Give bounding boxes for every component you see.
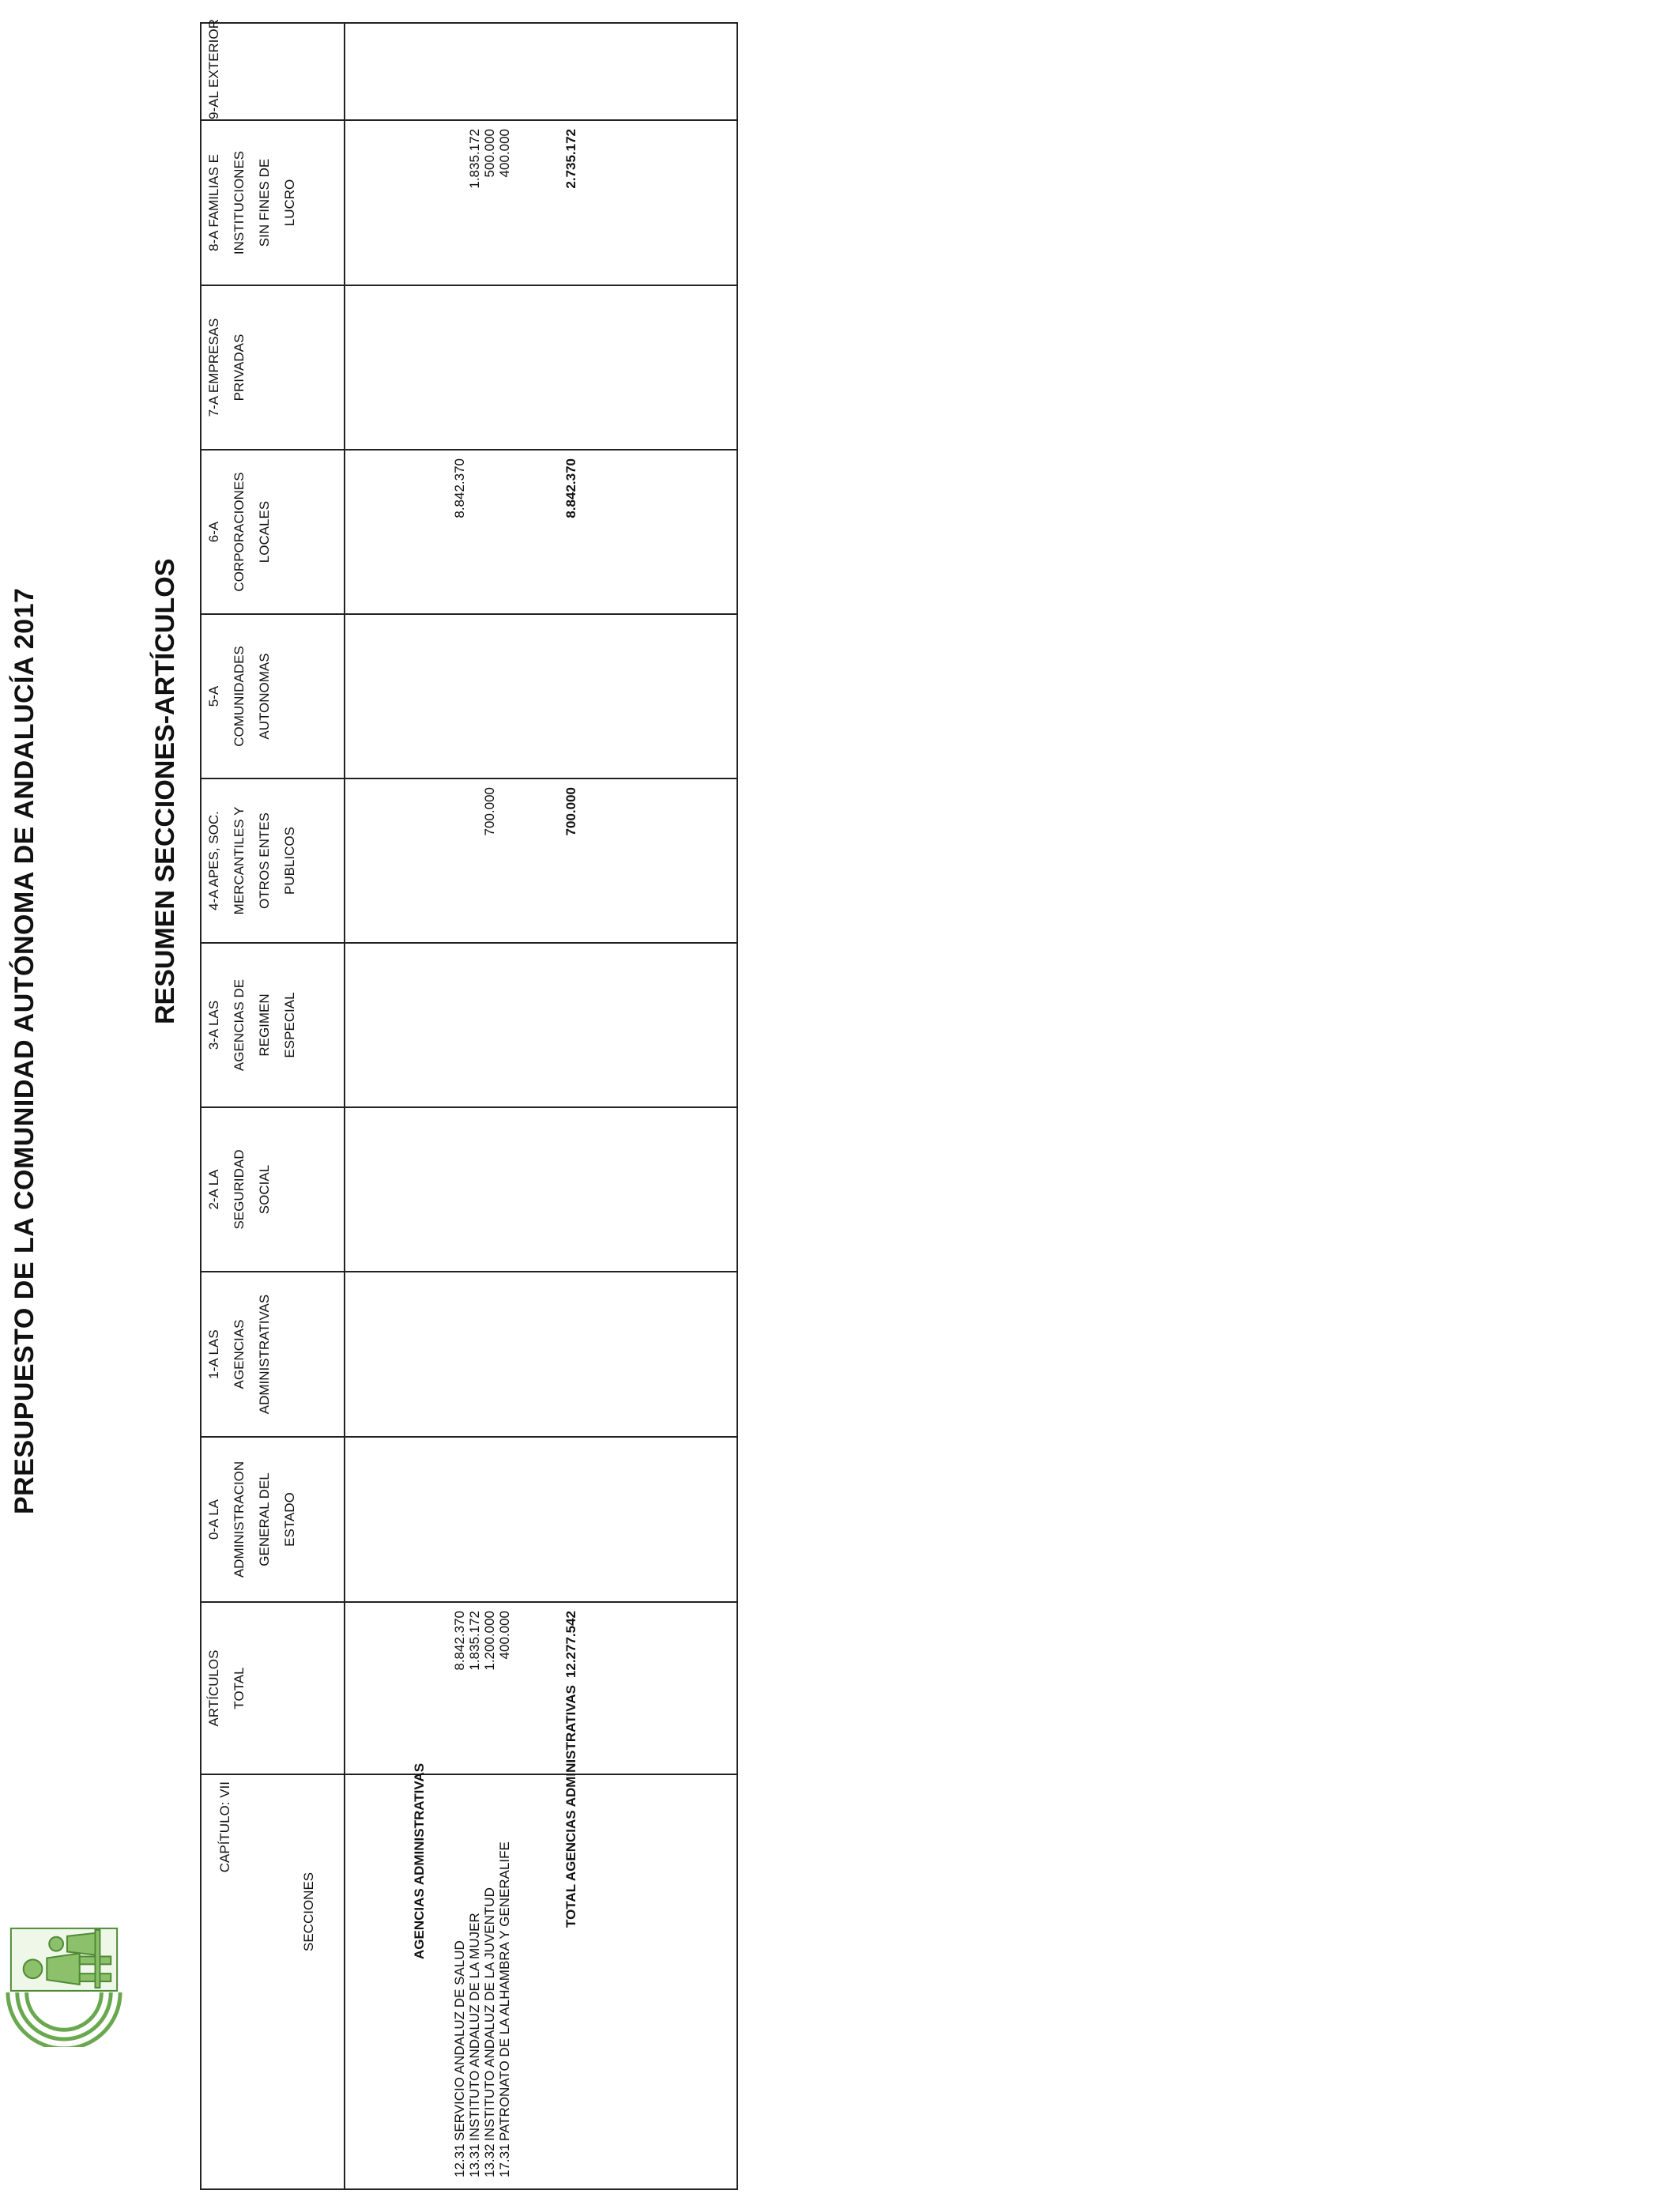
column-header-line: 3-A LAS [206,1000,221,1050]
table-cell [482,458,497,518]
value-cell-col-10 [345,23,737,120]
total-cell: 12.277.542 [563,1611,578,1679]
document-subtitle: RESUMEN SECCIONES-ARTÍCULOS [150,558,180,1024]
total-cell: 700.000 [563,787,578,836]
secciones-cell [345,1685,737,2189]
table-cell [467,458,482,518]
table-cell: 500.000 [482,129,497,178]
column-header-0 [201,1437,345,1602]
table-cell: 1.835.172 [467,129,482,189]
secciones-label: SECCIONES [301,1872,316,1951]
group-heading: AGENCIAS ADMINISTRATIVAS [412,1762,427,1959]
section-row [482,1842,497,2177]
total-cell: 2.735.172 [563,129,578,189]
section-list [452,1842,512,2177]
column-header-line: OTROS ENTES [257,812,272,909]
column-header-line: ARTÍCULOS [206,1649,221,1727]
value-cell-col-5 [345,778,737,943]
summary-table [200,19,738,2190]
section-name: SERVICIO ANDALUZ DE SALUD [452,1940,467,2141]
column-header-5 [201,614,345,778]
secciones-header-cell [201,1774,345,2189]
column-header-9 [201,19,345,120]
column-header-line: 7-A EMPRESAS [206,318,221,417]
table-cell [452,787,467,835]
column-header-line: ADMINISTRATIVAS [257,1294,272,1415]
column-header-4 [201,778,345,943]
total-cell: 8.842.370 [563,458,578,518]
section-row [497,1842,512,2177]
column-header-line: AUTONOMAS [257,653,272,740]
value-cell-col-3 [345,1107,737,1272]
junta-de-andalucia-emblem-icon [2,1922,126,2047]
table-cell [497,458,512,518]
column-header-line: 2-A LA [206,1169,221,1210]
column-header-3 [201,943,345,1107]
table-cell: 8.842.370 [452,1611,467,1671]
section-name: PATRONATO DE LA ALHAMBRA Y GENERALIFE [497,1842,512,2141]
column-header-articulos-total [201,1602,345,1774]
column-header-line: ADMINISTRACION [232,1461,247,1578]
column-header-7 [201,285,345,450]
column-header-line: AGENCIAS DE [232,978,247,1072]
column-header-line: SEGURIDAD [232,1149,247,1230]
column-header-line: LOCALES [257,500,272,564]
column-header-line: 1-A LAS [206,1329,221,1379]
value-cell-col-7 [345,450,737,614]
section-code: 13.31 [467,2143,482,2177]
column-header-line: 8-A FAMILIAS E [206,154,221,251]
column-header-line: 6-A [206,521,221,543]
section-row [452,1842,467,2177]
table-cell: 700.000 [482,787,497,836]
column-header-line: PRIVADAS [232,334,247,401]
total-label: TOTAL AGENCIAS ADMINISTRATIVAS [563,1685,578,1928]
column-header-line: TOTAL [232,1667,247,1710]
column-header-line: AGENCIAS [232,1319,247,1389]
section-code: 13.32 [482,2143,497,2177]
column-header-line: INSTITUCIONES [232,150,247,255]
section-row [467,1842,482,2177]
section-code: 12.31 [452,2143,467,2177]
column-header-line: COMUNIDADES [232,646,247,747]
table-cell [452,129,467,189]
table-cell: 8.842.370 [452,458,467,518]
table-cell: 1.835.172 [467,1611,482,1671]
column-header-line: MERCANTILES Y [232,806,247,915]
column-header-1 [201,1272,345,1437]
column-header-6 [201,450,345,614]
table-header-row [201,23,345,2189]
table-cell [497,787,512,835]
column-header-line: SOCIAL [257,1164,272,1215]
column-header-line: 5-A [206,685,221,707]
column-header-line: ESTADO [282,1492,297,1547]
column-header-line: 4-A APES, SOC. [206,811,221,910]
table-cell: 400.000 [497,1611,512,1660]
value-cell-col-2 [345,1272,737,1437]
table-cell [467,787,482,835]
table-cell: 1.200.000 [482,1611,497,1671]
section-name: INSTITUTO ANDALUZ DE LA JUVENTUD [482,1887,497,2141]
section-name: INSTITUTO ANDALUZ DE LA MUJER [467,1913,482,2141]
column-header-line: CORPORACIONES [232,472,247,592]
value-cell-col-0 [345,1602,737,1774]
column-header-line: REGIMEN [257,993,272,1057]
column-header-line: LUCRO [282,179,297,227]
column-header-8 [201,120,345,285]
value-cell-col-4 [345,943,737,1107]
column-header-line: PUBLICOS [282,827,297,895]
document-title: PRESUPUESTO DE LA COMUNIDAD AUTÓNOMA DE ANDALUCÍA 2017 [9,587,40,1514]
section-code: 17.31 [497,2143,512,2177]
table-body-row [345,23,737,2189]
value-cell-col-1 [345,1437,737,1602]
table-cell: 400.000 [497,129,512,178]
column-header-line: 0-A LA [206,1498,221,1540]
value-cell-col-6 [345,614,737,778]
column-header-line: ESPECIAL [282,992,297,1058]
value-cell-col-9 [345,120,737,285]
column-header-2 [201,1107,345,1272]
column-header-line: GENERAL DEL [257,1472,272,1566]
value-cell-col-8 [345,285,737,450]
column-header-line: 9-AL EXTERIOR [206,19,221,119]
column-header-line: SIN FINES DE [257,158,272,247]
capitulo-label: CAPÍTULO: VII [217,1781,232,1873]
